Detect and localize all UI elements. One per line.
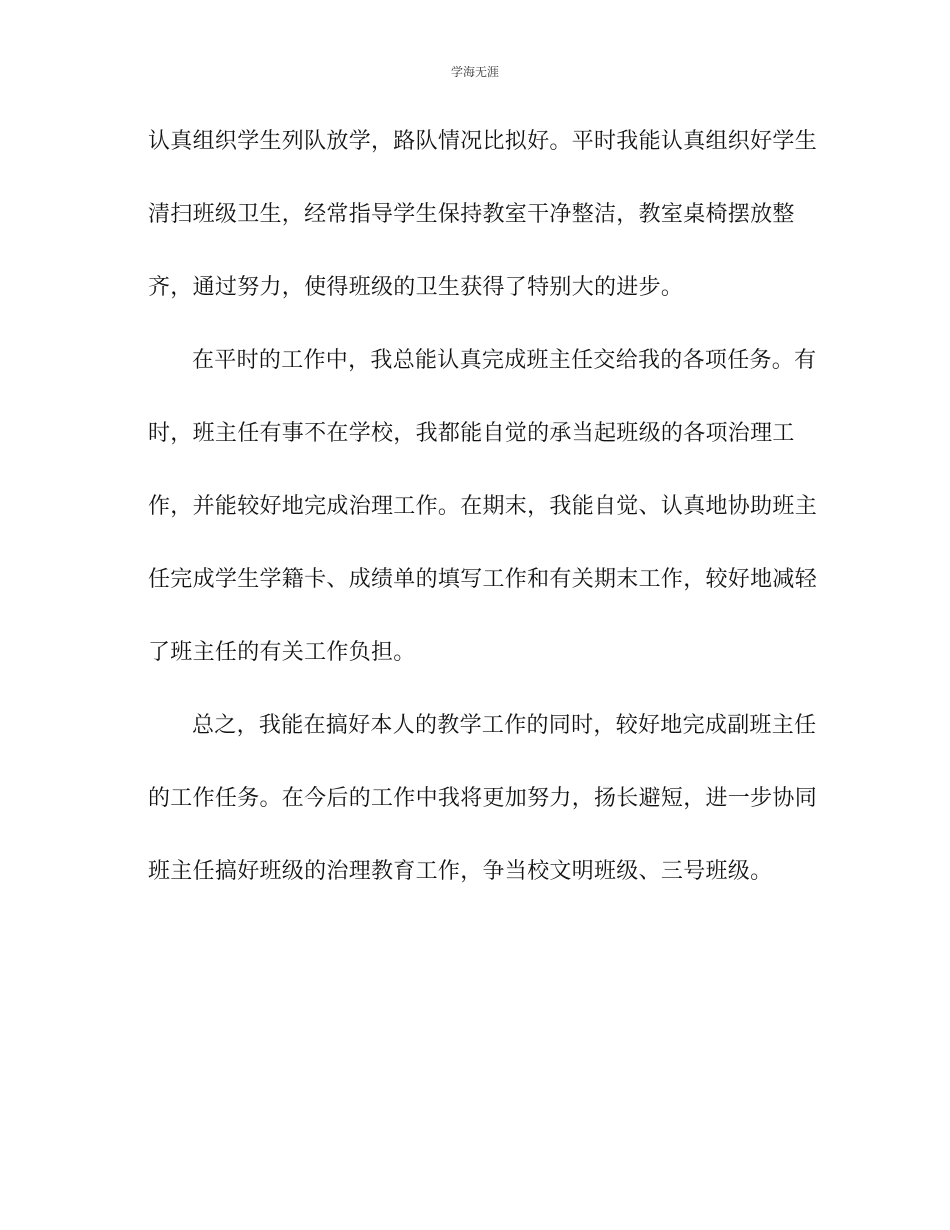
- text-line: 班主任搞好班级的治理教育工作，争当校文明班级、三号班级。: [148, 859, 773, 884]
- text-line: 清扫班级卫生，经常指导学生保持教室干净整洁，教室桌椅摆放整: [148, 202, 795, 227]
- text-line: 作，并能较好地完成治理工作。在期末，我能自觉、认真地协助班主: [148, 494, 818, 519]
- document-body: [148, 120, 818, 923]
- text-line: 认真组织学生列队放学，路队情况比拟好。平时我能认真组织好学生: [148, 129, 818, 154]
- paragraph-start-line: 总之，我能在搞好本人的教学工作的同时，较好地完成副班主任: [192, 713, 817, 738]
- paragraph-start-line: 在平时的工作中，我总能认真完成班主任交给我的各项任务。有: [192, 348, 817, 373]
- text-line: 了班主任的有关工作负担。: [148, 640, 416, 665]
- text-line: 任完成学生学籍卡、成绩单的填写工作和有关期末工作，较好地减轻: [148, 567, 818, 592]
- text-line: 时，班主任有事不在学校，我都能自觉的承当起班级的各项治理工: [148, 421, 795, 446]
- text-line: 的工作任务。在今后的工作中我将更加努力，扬长避短，进一步协同: [148, 786, 818, 811]
- page-header: 学海无涯: [450, 65, 499, 79]
- text-line: 齐，通过努力，使得班级的卫生获得了特别大的进步。: [148, 275, 684, 300]
